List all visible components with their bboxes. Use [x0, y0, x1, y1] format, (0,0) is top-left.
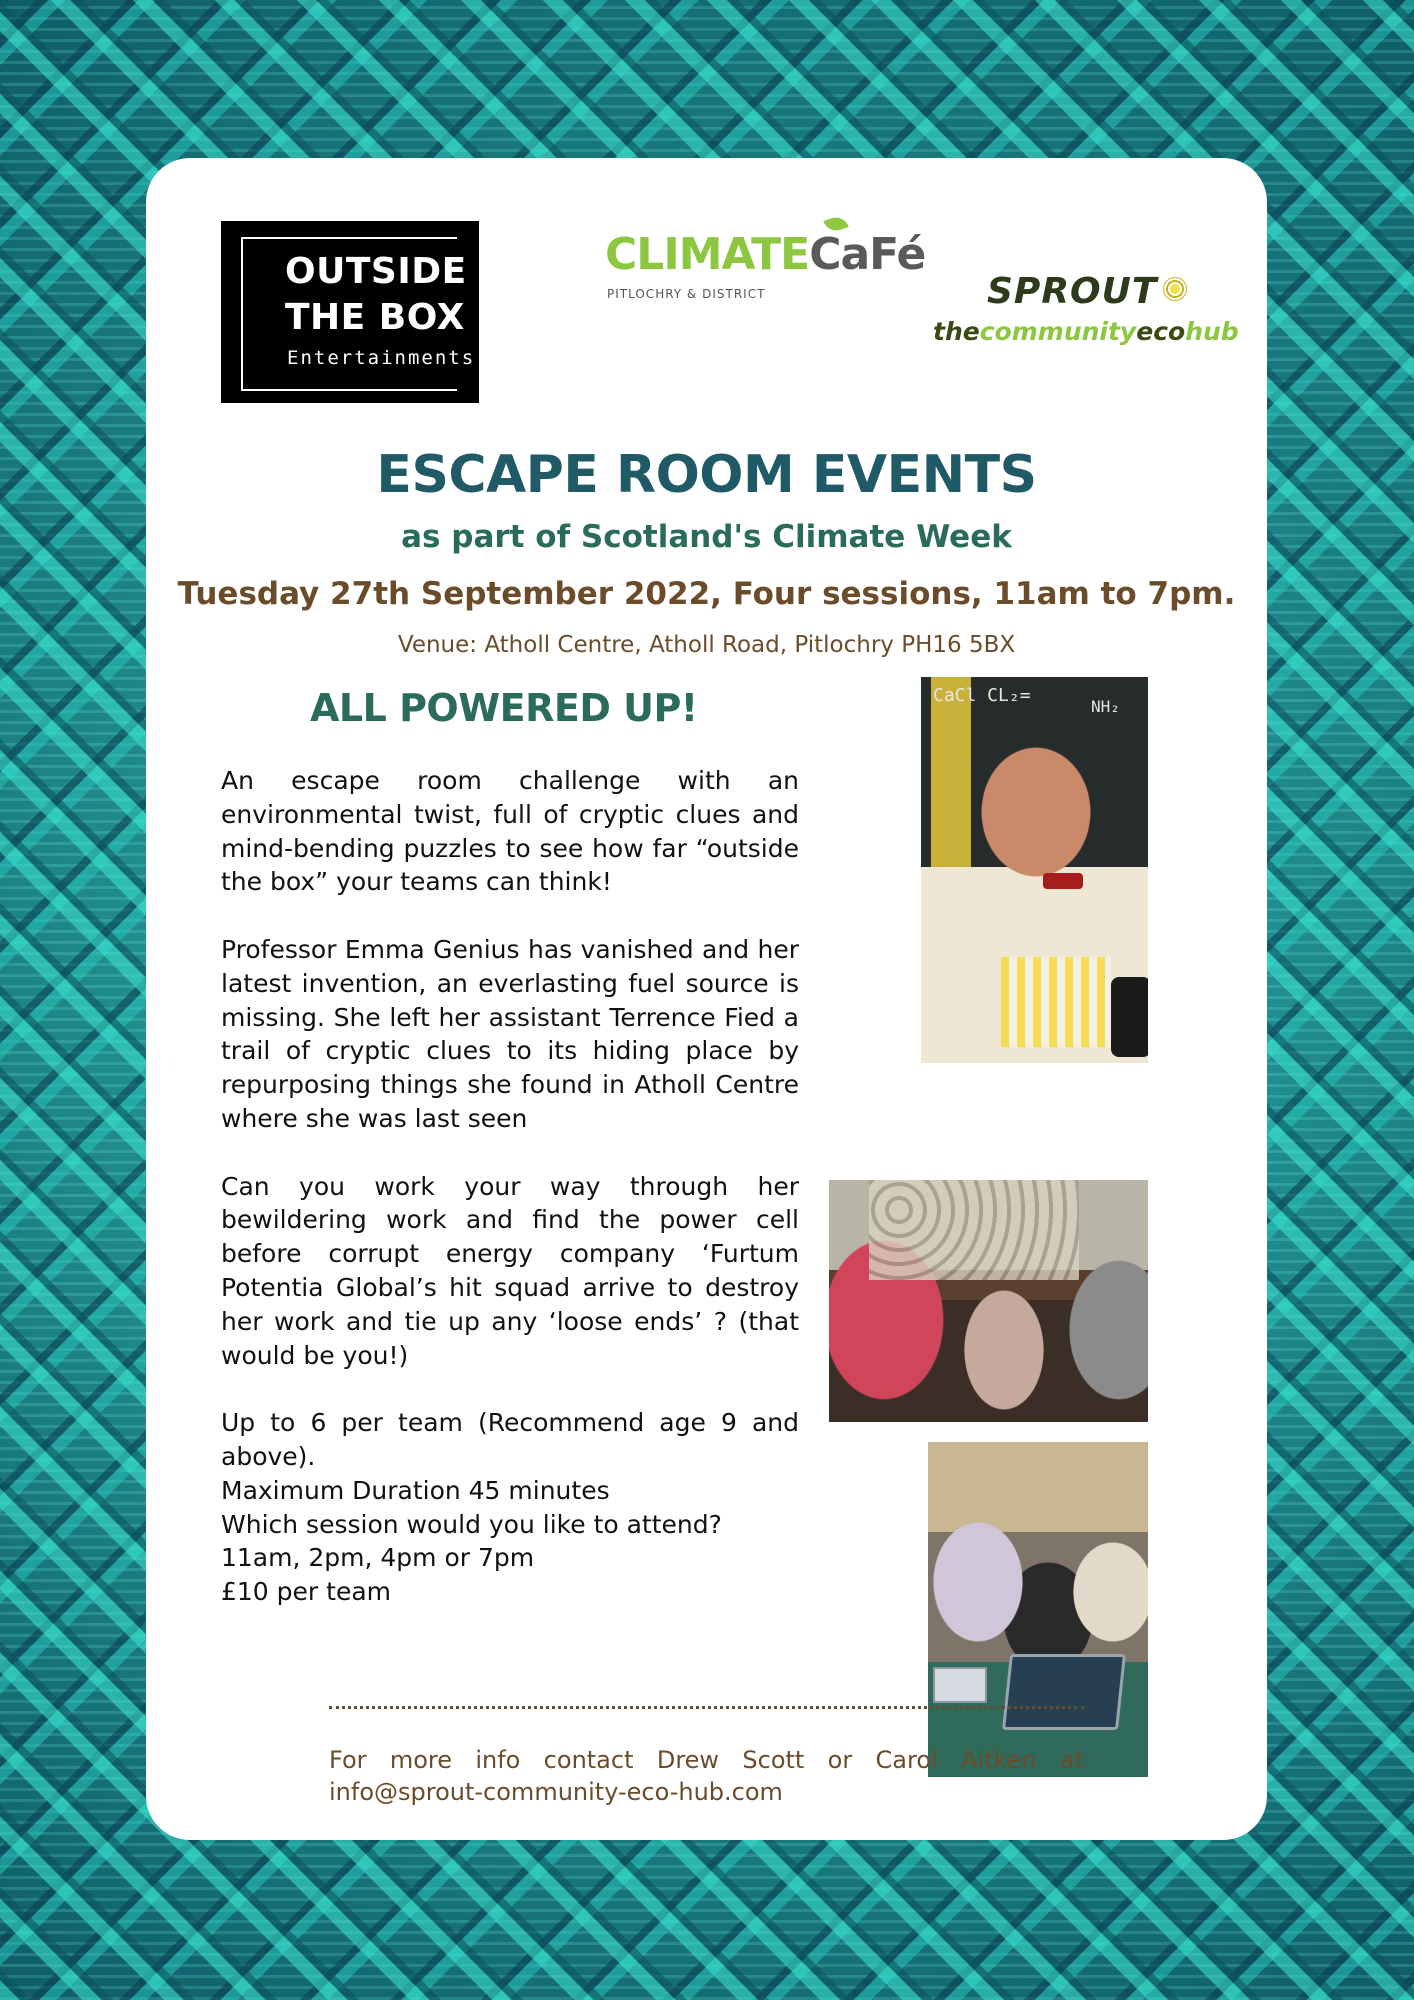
puzzle-photo: [928, 1442, 1148, 1777]
logo-line-2: THE BOX: [285, 297, 465, 338]
event-description: [221, 764, 799, 1609]
chalk-text: NH₂: [1091, 697, 1120, 716]
paragraph: Can you work your way through her bewildering work and find the power cell before corrupt energy company ‘Furtum Potentia Global’s hit squad arrive to destroy her work and tie up any ‘loose ends’ ? (that would be you!): [221, 1171, 799, 1370]
climate-cafe-wordmark: [605, 229, 925, 280]
professor-photo: [921, 677, 1148, 1063]
climate-cafe-subtitle: PITLOCHRY & DISTRICT: [607, 287, 766, 301]
event-date: Tuesday 27th September 2022, Four sessions, 11am to 7pm.: [177, 576, 1236, 612]
logo-line-1: OUTSIDE: [285, 251, 467, 292]
contact-info: For more info contact Drew Scott or Carol Aitken at info@sprout-community-eco-hub.com: [329, 1746, 1084, 1806]
tag-the: the: [933, 317, 980, 346]
event-venue: Venue: Atholl Centre, Atholl Road, Pitlochry PH16 5BX: [397, 632, 1016, 658]
sprout-logo: [933, 271, 1239, 351]
tag-hub: hub: [1185, 317, 1239, 346]
stone-wall: [869, 1180, 1079, 1280]
bow-tie: [1043, 873, 1083, 889]
tag-eco: eco: [1136, 317, 1186, 346]
page-title: ESCAPE ROOM EVENTS: [376, 445, 1037, 505]
climate-word: CLIMATE: [605, 229, 810, 280]
logo-line-3: Entertainments: [287, 347, 476, 369]
briefcase: [1002, 1654, 1126, 1730]
paragraph: An escape room challenge with an environmental twist, full of cryptic clues and mind-bending puzzles to see how far “outside the box” your teams can think!: [221, 766, 799, 897]
detail-duration: Maximum Duration 45 minutes: [221, 1475, 610, 1505]
microscope: [1111, 977, 1148, 1057]
team-photo: [829, 1180, 1148, 1422]
dotted-divider: [329, 1706, 1084, 1709]
chalk-text: CaCl CL₂=: [933, 685, 1031, 706]
sprout-tagline: [933, 317, 1239, 346]
outside-the-box-logo: [221, 221, 479, 403]
poster-card: [146, 158, 1267, 1840]
detail-team-size: Up to 6 per team (Recommend age 9 and above).: [221, 1408, 799, 1471]
climate-cafe-logo: [605, 221, 926, 311]
section-title: ALL POWERED UP!: [310, 686, 698, 730]
detail-session-question: Which session would you like to attend?: [221, 1509, 722, 1539]
cafe-word: CaFé: [809, 229, 926, 280]
test-tubes: [1001, 957, 1111, 1047]
flower-icon: [1163, 277, 1187, 301]
tag-community: community: [979, 317, 1137, 346]
detail-price: £10 per team: [221, 1577, 391, 1607]
page-subtitle: as part of Scotland's Climate Week: [401, 519, 1012, 555]
sprout-name: SPROUT: [987, 271, 1158, 312]
detail-session-times: 11am, 2pm, 4pm or 7pm: [221, 1543, 535, 1573]
event-details: [221, 1406, 799, 1609]
paragraph: Professor Emma Genius has vanished and her latest invention, an everlasting fuel source is missing. She left her assistant Terrence Fied a trail of cryptic clues to its hiding place by repurposing things she found in Atholl Centre where she was last seen: [221, 934, 799, 1133]
lockbox: [933, 1667, 987, 1703]
